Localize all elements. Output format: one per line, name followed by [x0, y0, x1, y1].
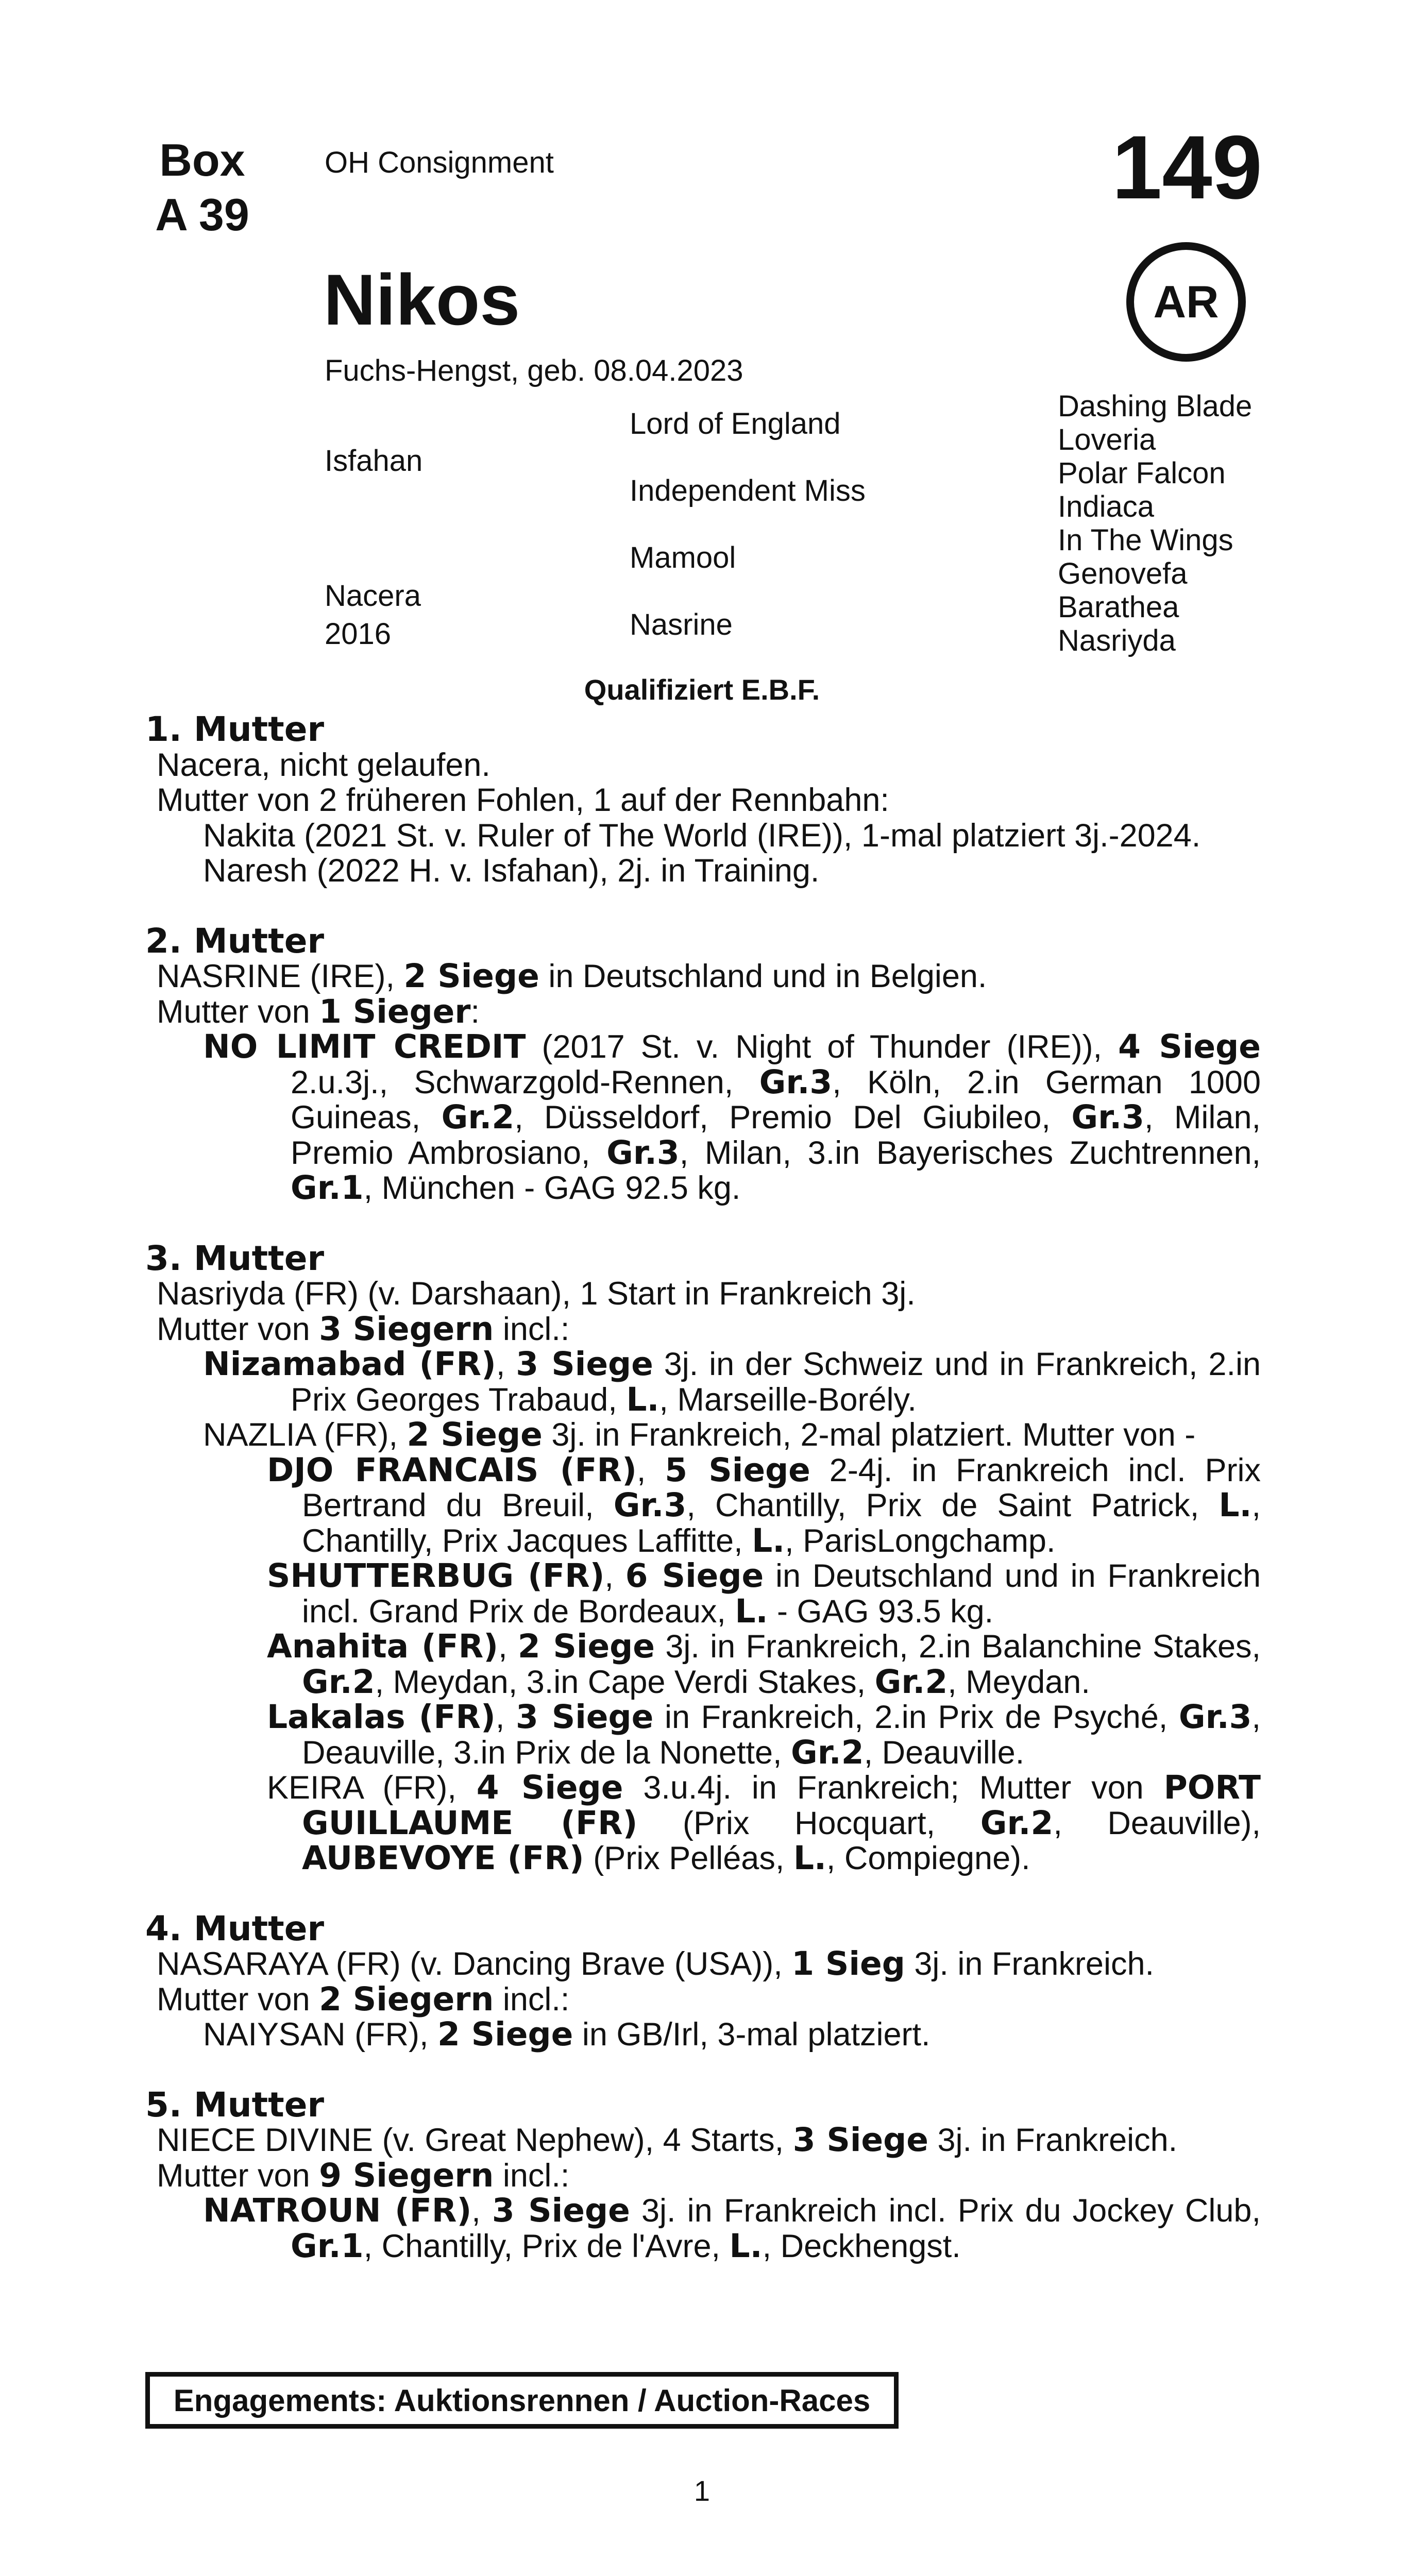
text: incl.: [494, 2157, 570, 2194]
text: , Köln, 2.in German 1000 Guineas, [291, 1064, 1261, 1136]
text: 2-4j. in Frankreich incl. Prix Bertrand du Breuil, [302, 1452, 1261, 1523]
text: 3j. in Frankreich. [928, 2122, 1178, 2158]
text: - GAG 93.5 kg. [768, 1593, 994, 1630]
text: , Chantilly, Prix de Saint Patrick, [686, 1487, 1219, 1523]
text: Mutter von [157, 2157, 319, 2194]
grade: L. [626, 1380, 659, 1418]
mutter3-line [145, 1312, 1261, 1347]
text: , Deauville. [864, 1734, 1025, 1771]
section-gap [145, 1206, 1261, 1241]
offspring-nizamabad [145, 1347, 1261, 1417]
mutter1-offspring: Nakita (2021 St. v. Ruler of The World (IRE)), 1-mal platziert 3j.-2024. [203, 817, 1201, 854]
text: in Deutschland und in Belgien. [539, 958, 987, 994]
text: NAIYSAN (FR), [203, 2016, 438, 2053]
text: NASARAYA (FR) (v. Dancing Brave (USA)), [157, 1946, 792, 1982]
section-heading-mutter-3: 3. Mutter [145, 1238, 325, 1278]
text: KEIRA (FR), [267, 1770, 477, 1806]
pedigree-great-grandparent: Indiaca [1058, 490, 1155, 523]
engagements-box [145, 2372, 899, 2429]
winners: 2 Siegern [319, 1980, 494, 2018]
text: (2017 St. v. Night of Thunder (IRE)), [526, 1029, 1119, 1065]
text: , Düsseldorf, Premio Del Giubileo, [514, 1099, 1072, 1136]
text: , [636, 1452, 665, 1488]
horse: PORT GUILLAUME (FR) [302, 1769, 1261, 1842]
text: , [495, 1699, 516, 1735]
text: 3j. in Frankreich. [905, 1946, 1155, 1982]
mutter5-line [145, 2158, 1261, 2194]
section-heading-mutter-2: 2. Mutter [145, 921, 325, 961]
text: , Chantilly, Prix de l'Avre, [363, 2228, 730, 2264]
text: , Meydan. [948, 1664, 1090, 1700]
wins: 3 Siege [516, 1345, 653, 1383]
wins: 3 Siege [492, 2192, 630, 2229]
mutter1-offspring: Naresh (2022 H. v. Isfahan), 2j. in Training. [203, 853, 820, 889]
grade: L. [1219, 1486, 1252, 1524]
page-number: 1 [693, 2475, 711, 2507]
text: , Meydan, 3.in Cape Verdi Stakes, [375, 1664, 875, 1700]
mutter4-line [145, 1946, 1261, 1982]
ar-badge-text: AR [1153, 276, 1219, 327]
section-gap [145, 889, 1261, 924]
text: Mutter von [157, 1311, 319, 1347]
wins: 4 Siege [476, 1769, 623, 1806]
mutter5-line [145, 2123, 1261, 2158]
winners: 9 Siegern [319, 2156, 494, 2194]
wins: 2 Siege [517, 1628, 655, 1665]
pedigree-great-grandparent: Nasriyda [1058, 624, 1176, 657]
pedigree-grandparent: Mamool [630, 541, 736, 574]
text: 3j. in der Schweiz und in Frankreich, 2.in Prix Georges Trabaud, [291, 1346, 1261, 1418]
section-gap [145, 1876, 1261, 1911]
text: , Deauville), [1053, 1805, 1261, 1841]
offspring-no-limit-credit [145, 1029, 1261, 1206]
horse: Lakalas (FR) [267, 1698, 496, 1736]
offspring-keira [267, 1770, 1261, 1876]
pedigree-sire: Isfahan [325, 444, 423, 478]
grade: L. [735, 1592, 768, 1630]
pedigree-great-grandparent: Barathea [1058, 590, 1179, 624]
grade: Gr.3 [613, 1486, 687, 1524]
wins: 3 Siege [515, 1698, 654, 1736]
box-label [155, 133, 250, 242]
text: , Milan, 3.in Bayerisches Zuchtrennen, [679, 1134, 1261, 1171]
text: 2.u.3j., Schwarzgold-Rennen, [291, 1064, 759, 1100]
horse: Nizamabad (FR) [203, 1345, 496, 1383]
horse: AUBEVOYE (FR) [302, 1839, 584, 1877]
nazlia-offspring-list [145, 1453, 1261, 1876]
horse-name: Nikos [324, 259, 520, 340]
pedigree-grandparent: Nasrine [630, 608, 733, 641]
wins: 4 Siege [1118, 1028, 1261, 1065]
grade: Gr.3 [759, 1063, 833, 1101]
horse: NATROUN (FR) [203, 2192, 472, 2229]
wins: 1 Sieg [791, 1945, 905, 1982]
text: 3j. in Frankreich, 2-mal platziert. Mutter von - [542, 1417, 1196, 1453]
mutter2-line [145, 994, 1261, 1030]
grade: Gr.1 [291, 1169, 364, 1207]
pedigree-great-grandparent: Polar Falcon [1058, 456, 1226, 490]
text: Mutter von [157, 993, 319, 1030]
dam-line-content [145, 709, 1261, 2265]
horse: DJO FRANCAIS (FR) [267, 1451, 637, 1489]
mutter2-line [145, 959, 1261, 994]
grade: Gr.2 [980, 1804, 1054, 1842]
text: in Frankreich, 2.in Prix de Psyché, [653, 1699, 1179, 1735]
text: , [604, 1558, 625, 1594]
wins: 6 Siege [625, 1557, 764, 1595]
offspring-nazlia [145, 1417, 1261, 1453]
horse: SHUTTERBUG (FR) [267, 1557, 605, 1595]
text: , [498, 1629, 518, 1665]
pedigree-great-grandparent: Loveria [1058, 423, 1156, 456]
offspring-naiysan [145, 2017, 1261, 2053]
text: NASRINE (IRE), [157, 958, 404, 994]
offspring-djo-francais [267, 1453, 1261, 1559]
text: NAZLIA (FR), [203, 1417, 407, 1453]
text: incl.: [494, 1981, 570, 2018]
text: 3.u.4j. in Frankreich; Mutter von [623, 1770, 1164, 1806]
section-heading-mutter-1: 1. Mutter [145, 709, 325, 749]
wins: 2 Siege [407, 1416, 543, 1453]
winners: 1 Sieger [319, 992, 471, 1030]
text: : [470, 993, 480, 1030]
pedigree-grandparent: Lord of England [630, 407, 841, 440]
text: , Compiegne). [826, 1840, 1030, 1876]
wins: 3 Siege [792, 2121, 928, 2159]
consignment-label: OH Consignment [325, 146, 554, 179]
text: , Milan, Premio Ambrosiano, [291, 1099, 1261, 1171]
grade: L. [752, 1521, 785, 1560]
text: (Prix Hocquart, [637, 1805, 980, 1841]
pedigree-great-grandparent: In The Wings [1058, 523, 1233, 557]
section-heading-mutter-5: 5. Mutter [145, 2084, 325, 2125]
text: , Chantilly, Prix Jacques Laffitte, [302, 1487, 1261, 1559]
text: Mutter von [157, 1981, 319, 2018]
offspring-lakalas [267, 1700, 1261, 1770]
qualification-note: Qualifiziert E.B.F. [584, 673, 820, 706]
grade: Gr.2 [874, 1663, 948, 1701]
pedigree-dam-year: 2016 [325, 617, 392, 651]
text: 3j. in Frankreich incl. Prix du Jockey Club, [630, 2193, 1261, 2229]
wins: 5 Siege [665, 1451, 810, 1489]
grade: Gr.3 [606, 1133, 680, 1172]
mutter1-line: Nacera, nicht gelaufen. [157, 747, 490, 783]
text: NIECE DIVINE (v. Great Nephew), 4 Starts, [157, 2122, 793, 2158]
text: , Deauville, 3.in Prix de la Nonette, [302, 1699, 1261, 1771]
horse: NO LIMIT CREDIT [203, 1028, 526, 1065]
horse-description: Fuchs-Hengst, geb. 08.04.2023 [325, 354, 743, 387]
wins: 2 Siege [437, 2015, 573, 2053]
text: , München - GAG 92.5 kg. [363, 1170, 741, 1206]
grade: Gr.3 [1071, 1098, 1144, 1136]
text: , Marseille-Borély. [659, 1381, 917, 1418]
text: (Prix Pelléas, [584, 1840, 793, 1876]
box-label-line1: Box [159, 134, 245, 185]
pedigree-great-grandparent: Genovefa [1058, 557, 1188, 590]
horse: Anahita (FR) [267, 1628, 499, 1665]
wins: 2 Siege [403, 957, 539, 995]
offspring-natroun [145, 2193, 1261, 2264]
pedigree-grandparent: Independent Miss [630, 474, 866, 507]
ar-badge [1126, 242, 1246, 362]
grade: Gr.2 [302, 1663, 375, 1701]
mutter1-line: Mutter von 2 früheren Fohlen, 1 auf der Rennbahn: [157, 782, 889, 818]
text: , [496, 1346, 516, 1382]
text: incl.: [494, 1311, 570, 1347]
box-number: A 39 [155, 189, 249, 240]
mutter4-line [145, 1982, 1261, 2018]
offspring-shutterbug [267, 1558, 1261, 1629]
text: in GB/Irl, 3-mal platziert. [573, 2016, 931, 2053]
section-gap [145, 2053, 1261, 2088]
grade: Gr.2 [441, 1098, 515, 1136]
mutter3-line: Nasriyda (FR) (v. Darshaan), 1 Start in Frankreich 3j. [157, 1276, 916, 1312]
text: in Deutschland und in Frankreich incl. Grand Prix de Bordeaux, [302, 1558, 1261, 1630]
winners: 3 Siegern [319, 1310, 494, 1348]
text: , [471, 2193, 492, 2229]
grade: L. [793, 1839, 826, 1877]
pedigree-great-grandparents [1058, 389, 1252, 657]
lot-number: 149 [1112, 117, 1262, 218]
grade: Gr.2 [791, 1733, 864, 1771]
offspring-anahita [267, 1629, 1261, 1700]
section-heading-mutter-4: 4. Mutter [145, 1908, 325, 1948]
pedigree-great-grandparent: Dashing Blade [1058, 389, 1253, 423]
grade: Gr.1 [291, 2227, 364, 2265]
text: , ParisLongchamp. [785, 1522, 1056, 1559]
grade: L. [729, 2227, 763, 2265]
grade: Gr.3 [1178, 1698, 1252, 1736]
text: , Deckhengst. [762, 2228, 961, 2264]
engagements-text: Engagements: Auktionsrennen / Auction-Races [173, 2383, 871, 2418]
pedigree-dam: Nacera [325, 579, 421, 613]
text: 3j. in Frankreich, 2.in Balanchine Stakes, [655, 1629, 1261, 1665]
